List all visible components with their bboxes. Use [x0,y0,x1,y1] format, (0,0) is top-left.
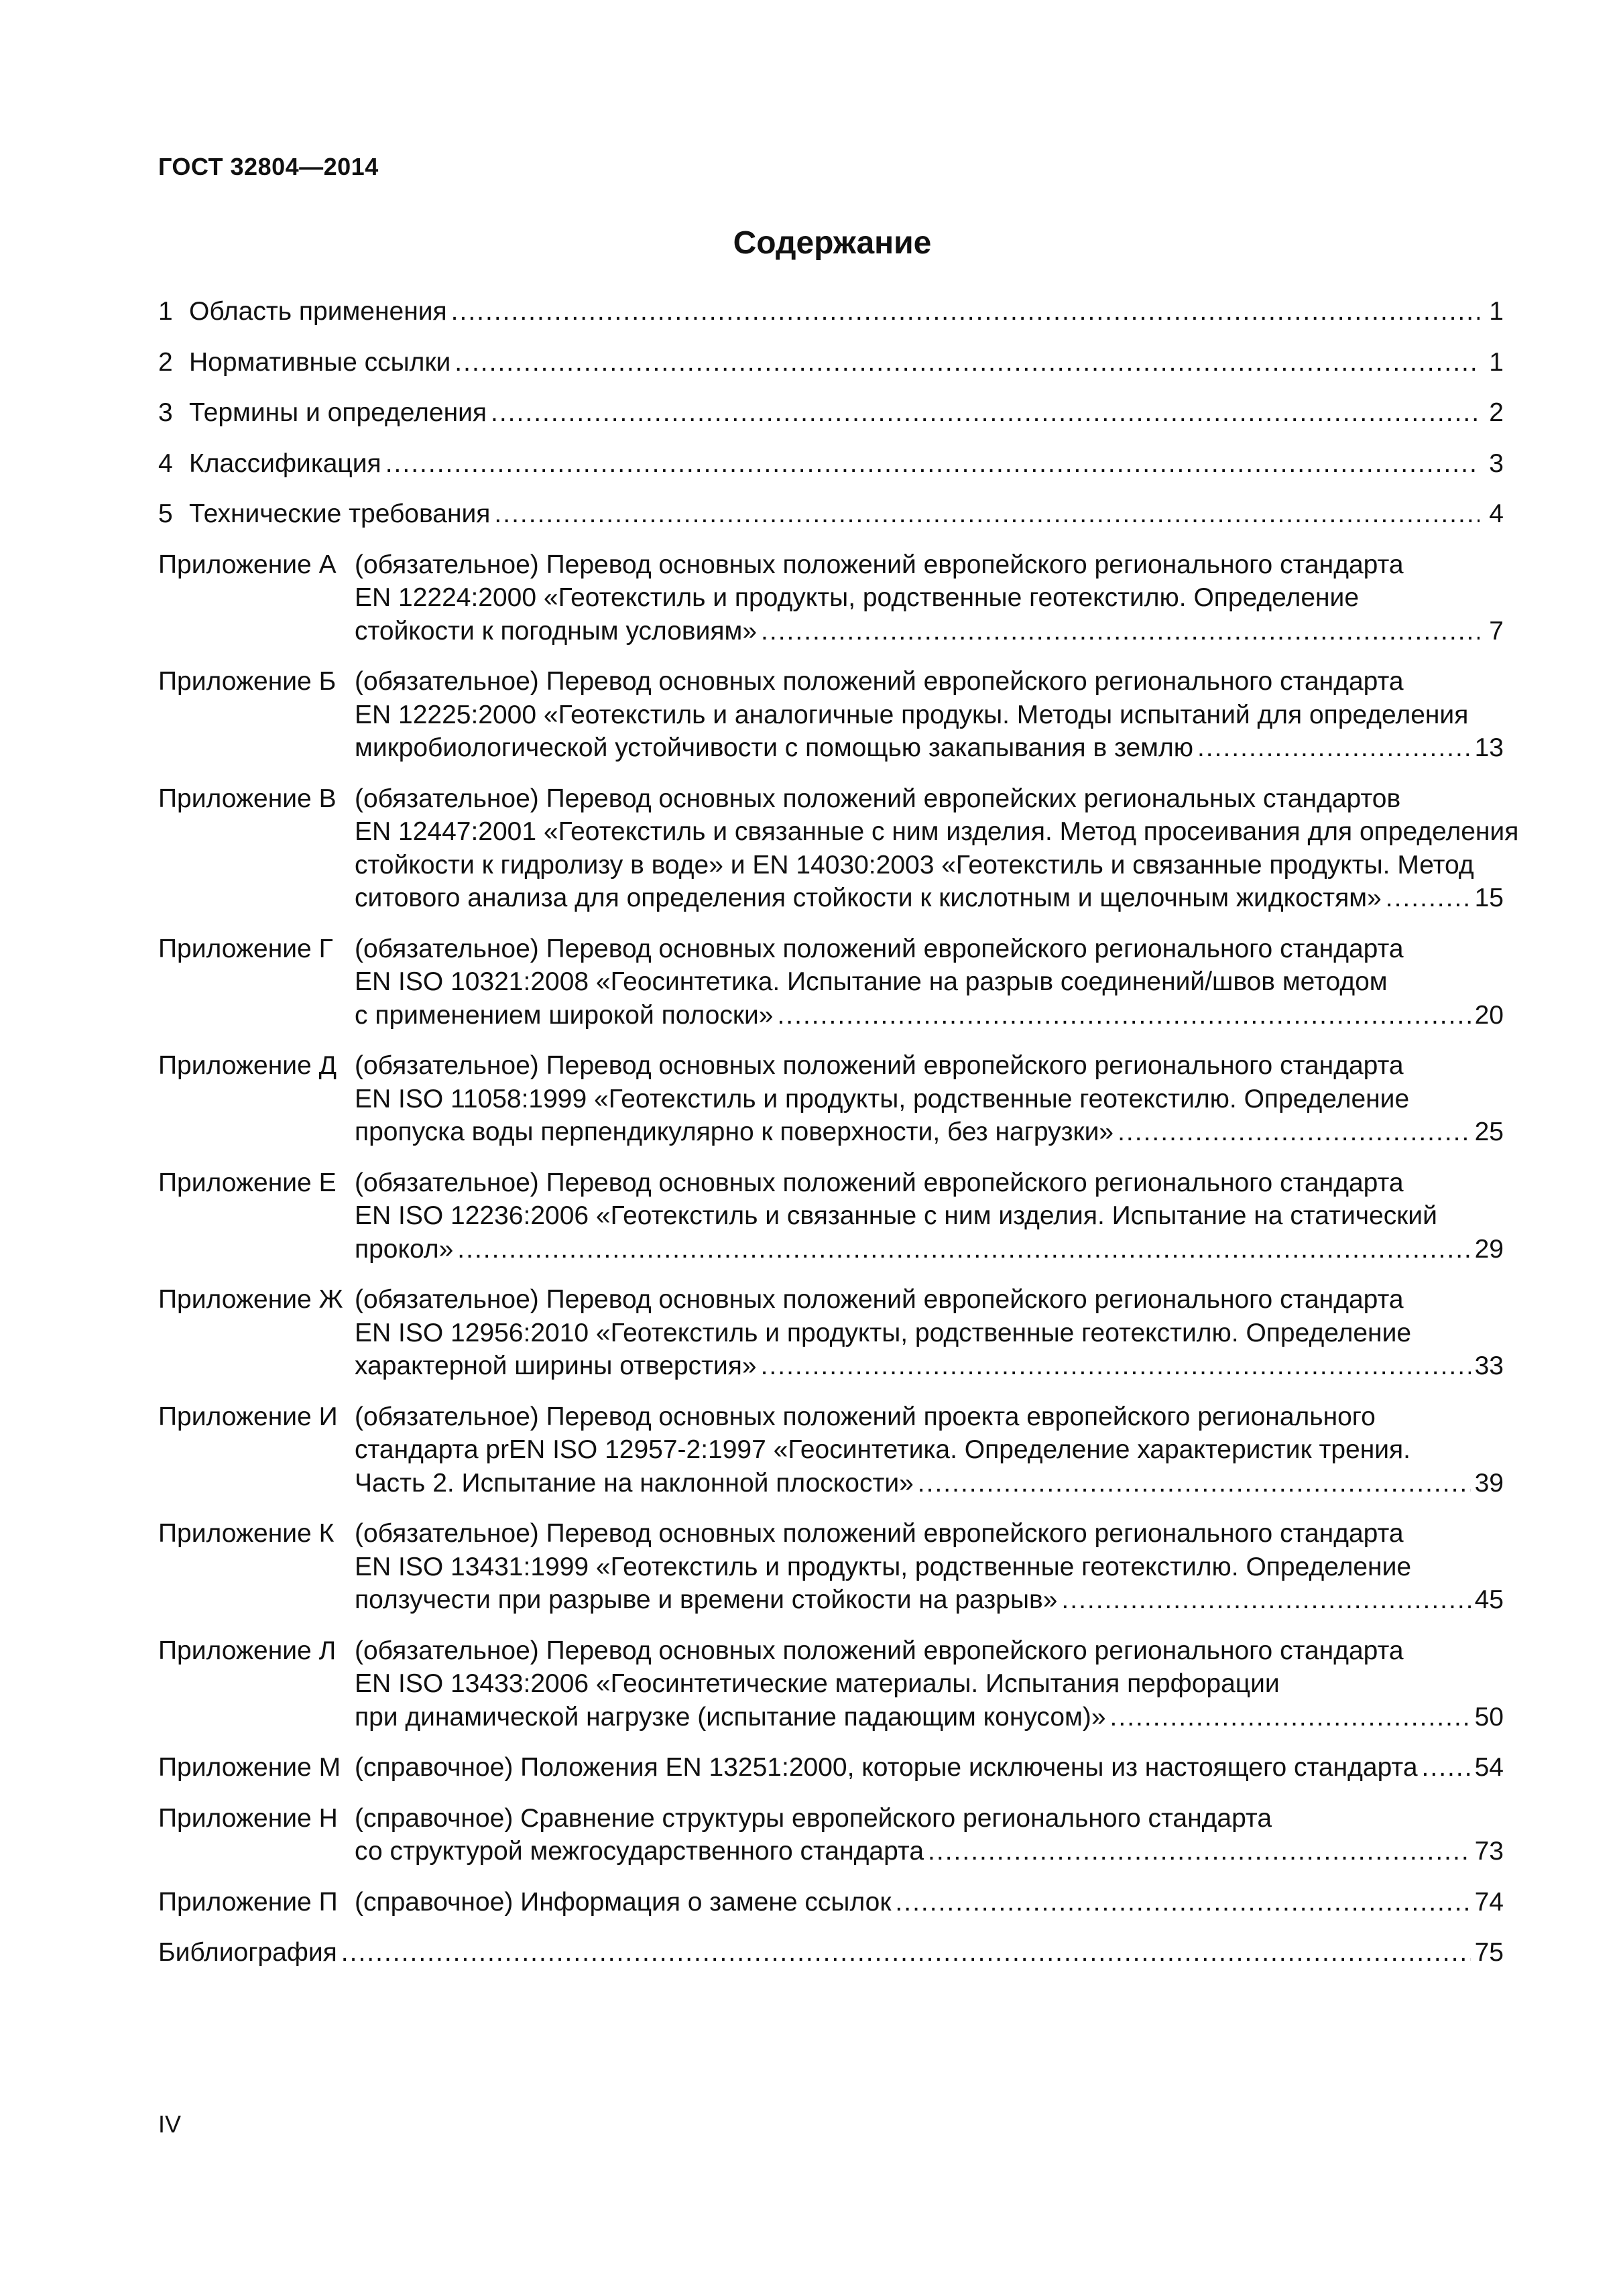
toc-entry-line: (обязательное) Перевод основных положений европейского регионального стандарта [355,667,1404,696]
toc-entry-line: (справочное) Информация о замене ссылок [355,1887,892,1917]
toc-page-number: 2 [1489,398,1504,427]
toc-entry-body [355,665,1504,765]
toc-entry[interactable] [158,396,1504,430]
toc-entry-line: EN ISO 13433:2006 «Геосинтетические материалы. Испытания перфорации [355,1669,1280,1698]
toc-entry-body [355,1634,1504,1734]
table-of-contents [158,295,1519,1970]
toc-entry-line: (обязательное) Перевод основных положений европейских региональных стандартов [355,784,1401,813]
toc-entry-line: (справочное) Положения EN 13251:2000, которые исключены из настоящего стандарта [355,1753,1418,1782]
toc-entry[interactable] [158,1517,1504,1617]
toc-entry[interactable] [158,548,1504,648]
toc-entry[interactable] [158,295,1504,328]
toc-page-number: 33 [1474,1351,1504,1380]
dot-leader [895,1886,1470,1919]
toc-entry-body [355,932,1504,1032]
toc-entry-label: Библиография [158,1938,337,1967]
toc-entry-line: стандарта prEN ISO 12957-2:1997 «Геосинтетика. Определение характеристик трения. [355,1435,1411,1464]
dot-leader [457,1233,1470,1266]
toc-entry-body [189,346,1504,379]
toc-entry-body [189,447,1504,481]
toc-entry[interactable] [158,932,1504,1032]
dot-leader [451,295,1480,328]
dot-leader [1386,882,1471,915]
toc-entry-line: пропуска воды перпендикулярно к поверхности, без нагрузки» [355,1117,1114,1146]
toc-entry[interactable] [158,1634,1504,1734]
dot-leader [777,999,1470,1032]
toc-entry-line: EN 12225:2000 «Геотекстиль и аналогичные продукы. Методы испытаний для определения [355,700,1469,729]
toc-entry-line: (обязательное) Перевод основных положений европейского регионального стандарта [355,1285,1404,1314]
toc-entry-line: Термины и определения [189,398,487,427]
dot-leader [918,1467,1471,1500]
toc-page-number: 29 [1474,1234,1504,1264]
toc-entry-body [355,1400,1504,1500]
toc-entry-line: (обязательное) Перевод основных положений европейского регионального стандарта [355,1636,1404,1665]
dot-leader [1422,1751,1471,1785]
toc-entry-line: EN ISO 12236:2006 «Геотекстиль и связанные с ним изделия. Испытание на статический [355,1201,1437,1230]
toc-entry-label: Приложение М [158,1753,341,1782]
toc-page-number: 3 [1489,448,1504,478]
toc-page-number: 1 [1489,297,1504,326]
toc-page-number: 74 [1474,1887,1504,1917]
toc-page-number: 20 [1474,1000,1504,1030]
toc-entry-line: с применением широкой полоски» [355,1000,774,1030]
toc-entry-label: Приложение Г [158,934,333,963]
toc-entry-body [355,548,1504,648]
toc-entry-label: 5 [158,499,173,528]
dot-leader [491,396,1480,430]
toc-entry-body [355,1283,1504,1383]
toc-entry-label: 4 [158,448,173,478]
toc-entry-line: ползучести при разрыве и времени стойкости на разрыв» [355,1585,1058,1614]
toc-entry-label: Приложение Ж [158,1285,343,1314]
toc-entry-body [189,497,1504,531]
toc-entry-line: EN ISO 13431:1999 «Геотекстиль и продукты, родственные геотекстилю. Определение [355,1552,1412,1581]
toc-entry[interactable] [158,1166,1504,1266]
toc-entry-body [189,295,1504,328]
toc-entry-line: (обязательное) Перевод основных положений проекта европейского регионального [355,1402,1376,1431]
toc-entry[interactable] [158,1936,1504,1970]
toc-entry[interactable] [158,1400,1504,1500]
dot-leader [761,1349,1471,1383]
toc-entry-line: Технические требования [189,499,491,528]
toc-entry[interactable] [158,1886,1504,1919]
toc-page-number: 45 [1474,1585,1504,1614]
toc-entry-line: EN ISO 11058:1999 «Геотекстиль и продукты, родственные геотекстилю. Определение [355,1084,1410,1113]
toc-entry-line: микробиологической устойчивости с помощью закапывания в землю [355,733,1193,762]
toc-entry-line: (обязательное) Перевод основных положений европейского регионального стандарта [355,934,1404,963]
toc-entry-label: Приложение Л [158,1636,337,1665]
toc-entry-line: Нормативные ссылки [189,347,451,377]
toc-entry-line: (обязательное) Перевод основных положений европейского регионального стандарта [355,1519,1404,1548]
dot-leader [1061,1583,1470,1617]
toc-entry[interactable] [158,1049,1504,1149]
dot-leader [385,447,1480,481]
page-title: Содержание [733,225,932,261]
toc-entry-label: Приложение В [158,784,337,813]
toc-entry-line: Классификация [189,448,381,478]
toc-entry-label: Приложение Е [158,1168,337,1197]
dot-leader [1110,1701,1471,1734]
toc-entry-body [355,1802,1504,1868]
toc-page-number: 7 [1489,616,1504,646]
toc-entry-line: (справочное) Сравнение структуры европейского регионального стандарта [355,1803,1272,1833]
dot-leader [928,1835,1471,1868]
toc-entry-line: (обязательное) Перевод основных положений европейского регионального стандарта [355,1168,1404,1197]
toc-entry-label: Приложение И [158,1402,338,1431]
toc-entry-label: Приложение Д [158,1051,337,1080]
toc-page-number: 13 [1474,733,1504,762]
toc-entry[interactable] [158,1802,1504,1868]
document-code: ГОСТ 32804—2014 [158,153,379,180]
toc-entry-line: стойкости к гидролизу в воде» и EN 14030:2003 «Геотекстиль и связанные продукты. Метод [355,850,1474,880]
toc-entry-line: прокол» [355,1234,454,1264]
toc-entry-label: 1 [158,297,173,326]
toc-entry-line: EN ISO 10321:2008 «Геосинтетика. Испытание на разрыв соединений/швов методом [355,967,1388,996]
toc-entry-label: Приложение П [158,1887,338,1917]
toc-entry-body [158,1936,1504,1970]
toc-entry-body [355,1166,1504,1266]
dot-leader [1118,1115,1471,1149]
toc-entry-line: Часть 2. Испытание на наклонной плоскости» [355,1468,914,1498]
toc-entry-line: характерной ширины отверстия» [355,1351,757,1380]
toc-page-number: 50 [1474,1702,1504,1732]
toc-page-number: 75 [1474,1938,1504,1967]
dot-leader [494,497,1480,531]
toc-entry[interactable] [158,497,1504,531]
toc-entry-label: Приложение Б [158,667,337,696]
toc-page-number: 1 [1489,347,1504,377]
toc-page-number: 25 [1474,1117,1504,1146]
toc-entry-label: 2 [158,347,173,377]
toc-entry-body [355,1751,1504,1785]
toc-entry-body [355,1517,1504,1617]
toc-entry-body [355,1886,1504,1919]
toc-entry-line: (обязательное) Перевод основных положений европейского регионального стандарта [355,550,1404,579]
toc-page-number: 73 [1474,1837,1504,1866]
toc-page-number: 39 [1474,1468,1504,1498]
dot-leader [341,1936,1471,1970]
toc-entry[interactable] [158,1283,1504,1383]
toc-entry-line: при динамической нагрузке (испытание падающим конусом)» [355,1702,1106,1732]
toc-entry-label: Приложение К [158,1519,335,1548]
toc-page-number: 15 [1474,884,1504,912]
toc-entry[interactable] [158,665,1504,765]
toc-entry-body [355,782,1519,915]
toc-entry-body [355,1049,1504,1149]
toc-page-number: 4 [1489,499,1504,528]
toc-entry-body [189,396,1504,430]
toc-entry[interactable] [158,346,1504,379]
dot-leader [761,615,1480,648]
toc-entry-line: Область применения [189,297,447,326]
toc-entry-line: EN 12447:2001 «Геотекстиль и связанные с ним изделия. Метод просеивания для определения [355,817,1519,846]
toc-entry[interactable] [158,447,1504,481]
toc-entry[interactable] [158,1751,1504,1785]
dot-leader [455,346,1480,379]
toc-entry-line: ситового анализа для определения стойкости к кислотным и щелочным жидкостям» [355,884,1382,912]
toc-entry-label: 3 [158,398,173,427]
page-number: IV [158,2110,182,2138]
toc-entry-label: Приложение Н [158,1803,338,1833]
toc-page-number: 54 [1474,1753,1504,1782]
dot-leader [1197,731,1471,765]
toc-entry-line: EN 12224:2000 «Геотекстиль и продукты, родственные геотекстилю. Определение [355,583,1360,612]
toc-entry-line: стойкости к погодным условиям» [355,616,758,646]
toc-entry-line: EN ISO 12956:2010 «Геотекстиль и продукты, родственные геотекстилю. Определение [355,1318,1412,1347]
toc-entry-line: (обязательное) Перевод основных положений европейского регионального стандарта [355,1051,1404,1080]
toc-entry-label: Приложение А [158,550,337,579]
toc-entry-line: со структурой межгосударственного стандарта [355,1837,924,1866]
toc-entry[interactable] [158,782,1519,915]
